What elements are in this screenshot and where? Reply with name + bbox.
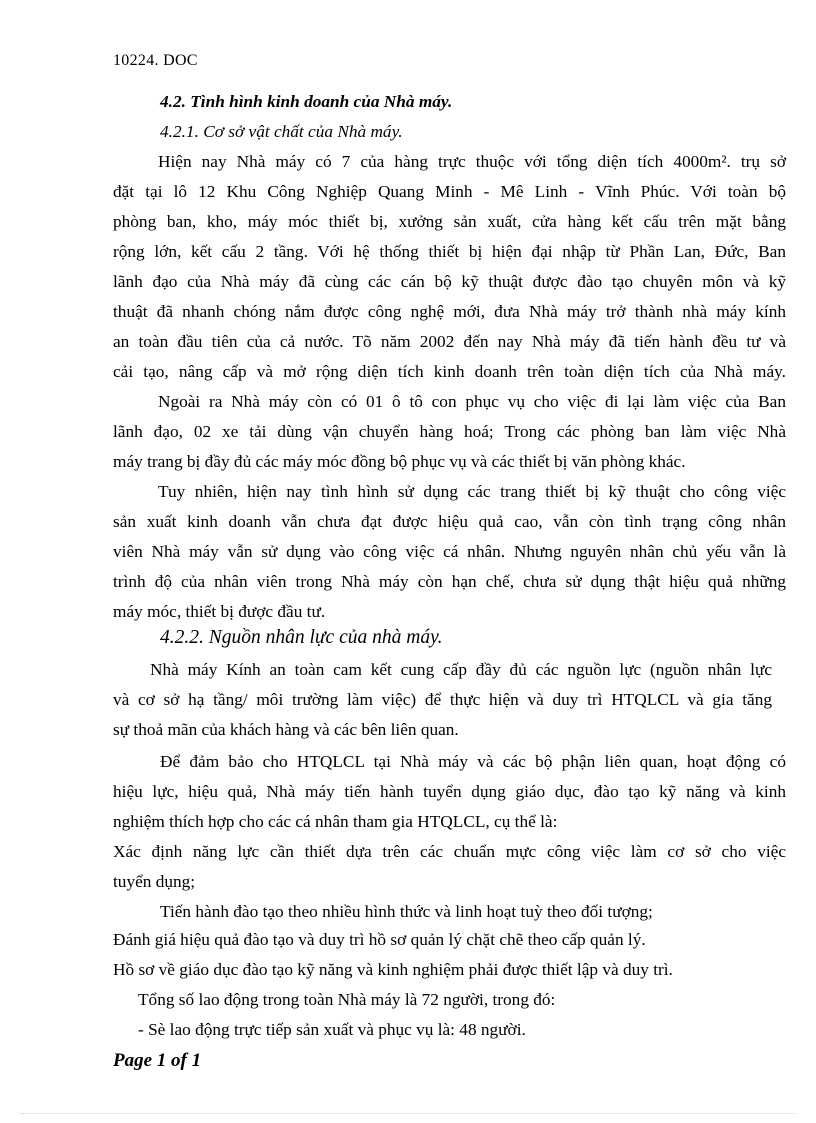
paragraph-line: và cơ sở hạ tầng/ môi trường làm việc) để thực hiện và duy trì HTQLCL và gia tăng bbox=[113, 690, 772, 709]
paragraph-line: cải tạo, nâng cấp và mở rộng diện tích kinh doanh trên toàn diện tích của Nhà máy. bbox=[113, 362, 786, 381]
paragraph-line: viên Nhà máy vẫn sử dụng vào công việc cá nhân. Nhưng nguyên nhân chủ yếu vẫn là bbox=[113, 542, 786, 561]
paragraph-line: Xác định năng lực cần thiết dựa trên các chuẩn mực công việc làm cơ sở cho việc bbox=[113, 842, 786, 861]
paragraph-line: Để đảm bảo cho HTQLCL tại Nhà máy và các bộ phận liên quan, hoạt động có bbox=[160, 752, 786, 771]
paragraph-line: Đánh giá hiệu quả đào tạo và duy trì hồ sơ quản lý chặt chẽ theo cấp quản lý. bbox=[113, 930, 646, 949]
paragraph-line: Nhà máy Kính an toàn cam kết cung cấp đầy đủ các nguồn lực (nguồn nhân lực bbox=[150, 660, 772, 679]
page-number: Page 1 of 1 bbox=[113, 1050, 202, 1071]
paragraph-line: lãnh đạo của Nhà máy đã cùng các cán bộ kỹ thuật được đào tạo chuyên môn và kỹ bbox=[113, 272, 786, 291]
paragraph-line: sự thoả mãn của khách hàng và các bên liên quan. bbox=[113, 720, 459, 739]
paragraph-line: hiệu lực, hiệu quả, Nhà máy tiến hành tuyển dụng giáo dục, đào tạo kỹ năng và kinh bbox=[113, 782, 786, 801]
paragraph-line: đặt tại lô 12 Khu Công Nghiệp Quang Minh - Mê Linh - Vĩnh Phúc. Với toàn bộ bbox=[113, 182, 786, 201]
section-heading-4-2: 4.2. Tình hình kinh doanh của Nhà máy. bbox=[160, 92, 453, 111]
paragraph-line: - Sè lao động trực tiếp sản xuất và phục vụ là: 48 người. bbox=[138, 1020, 526, 1039]
paragraph-line: Tuy nhiên, hiện nay tình hình sử dụng các trang thiết bị kỹ thuật cho công việc bbox=[158, 482, 786, 501]
paragraph-line: an toàn đầu tiên của cả nước. Tõ năm 2002 đến nay Nhà máy đã tiến hành đều tư và bbox=[113, 332, 786, 351]
paragraph-line: máy trang bị đầy đủ các máy móc đồng bộ phục vụ và các thiết bị văn phòng khác. bbox=[113, 452, 686, 471]
subsection-heading-4-2-2: 4.2.2. Nguồn nhân lực của nhà máy. bbox=[160, 627, 443, 648]
paragraph-line: Tổng số lao động trong toàn Nhà máy là 72 người, trong đó: bbox=[138, 990, 556, 1009]
bottom-divider bbox=[20, 1113, 796, 1114]
paragraph-line: máy móc, thiết bị được đầu tư. bbox=[113, 602, 326, 621]
subsection-heading-4-2-1: 4.2.1. Cơ sở vật chất của Nhà máy. bbox=[160, 122, 403, 141]
paragraph-line: lãnh đạo, 02 xe tải dùng vận chuyển hàng hoá; Trong các phòng ban làm việc Nhà bbox=[113, 422, 786, 441]
paragraph-line: Tiến hành đào tạo theo nhiều hình thức và linh hoạt tuỳ theo đối tượng; bbox=[160, 902, 653, 921]
paragraph-line: trình độ của nhân viên trong Nhà máy còn hạn chế, chưa sử dụng thật hiệu quả những bbox=[113, 572, 786, 591]
paragraph-line: Hồ sơ về giáo dục đào tạo kỹ năng và kinh nghiệm phải được thiết lập và duy trì. bbox=[113, 960, 673, 979]
paragraph-line: sản xuất kinh doanh vẫn chưa đạt được hiệu quả cao, vẫn còn tình trạng công nhân bbox=[113, 512, 786, 531]
paragraph-line: rộng lớn, kết cấu 2 tầng. Với hệ thống thiết bị hiện đại nhập từ Phần Lan, Đức, Ban bbox=[113, 242, 786, 261]
paragraph-line: Hiện nay Nhà máy có 7 của hàng trực thuộc với tổng diện tích 4000m². trụ sở bbox=[158, 152, 786, 171]
document-header: 10224. DOC bbox=[113, 52, 198, 69]
paragraph-line: Ngoài ra Nhà máy còn có 01 ô tô con phục vụ cho việc đi lại làm việc của Ban bbox=[158, 392, 786, 411]
paragraph-line: thuật đã nhanh chóng nắm được công nghệ mới, đưa Nhà máy trở thành nhà máy kính bbox=[113, 302, 786, 321]
paragraph-line: tuyển dụng; bbox=[113, 872, 196, 891]
paragraph-line: phòng ban, kho, máy móc thiết bị, xưởng sản xuất, cửa hàng kết cấu trên mặt bằng bbox=[113, 212, 786, 231]
paragraph-line: nghiệm thích hợp cho các cá nhân tham gia HTQLCL, cụ thể là: bbox=[113, 812, 558, 831]
